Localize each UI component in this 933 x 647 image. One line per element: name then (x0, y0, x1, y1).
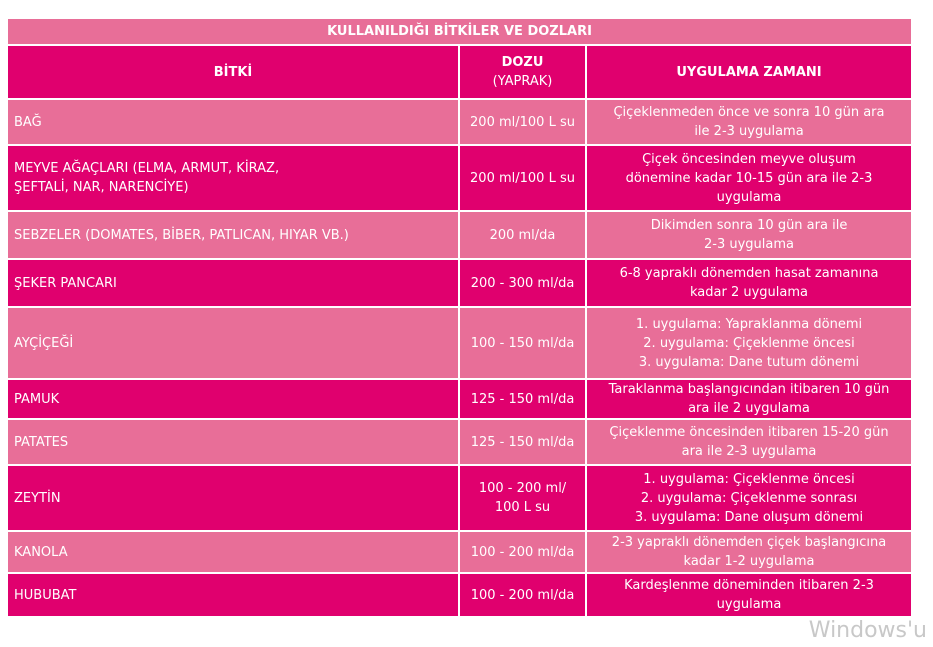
row-5-plant: AYÇİÇEĞİ (8, 308, 458, 378)
header-application-label: UYGULAMA ZAMANI (676, 64, 822, 80)
header-dose (460, 46, 585, 98)
row-2-plant: MEYVE AĞAÇLARI (ELMA, ARMUT, KİRAZ, ŞEFTALİ, NAR, NARENCİYE) (8, 146, 458, 210)
row-6-plant: PAMUK (8, 380, 458, 418)
row-10-application: Kardeşlenme döneminden itibaren 2-3 uygulama (587, 574, 911, 616)
row-5-application: 1. uygulama: Yapraklanma dönemi 2. uygulama: Çiçeklenme öncesi 3. uygulama: Dane tutum dönemi (587, 308, 911, 378)
header-application (587, 46, 911, 98)
row-8-dose: 100 - 200 ml/ 100 L su (460, 466, 585, 530)
row-7-plant: PATATES (8, 420, 458, 464)
row-2-application: Çiçek öncesinden meyve oluşum dönemine kadar 10-15 gün ara ile 2-3 uygulama (587, 146, 911, 210)
row-4-application: 6-8 yapraklı dönemden hasat zamanına kadar 2 uygulama (587, 260, 911, 306)
header-plant-label: BİTKİ (213, 64, 253, 80)
row-4-plant: ŞEKER PANCARI (8, 260, 458, 306)
row-3-dose: 200 ml/da (460, 212, 585, 258)
row-8-application: 1. uygulama: Çiçeklenme öncesi 2. uygulama: Çiçeklenme sonrası 3. uygulama: Dane oluşum dönemi (587, 466, 911, 530)
row-2-dose: 200 ml/100 L su (460, 146, 585, 210)
doses-table (8, 19, 907, 616)
row-10-dose: 100 - 200 ml/da (460, 574, 585, 616)
row-9-dose: 100 - 200 ml/da (460, 532, 585, 572)
row-8-plant: ZEYTİN (8, 466, 458, 530)
row-3-plant: SEBZELER (DOMATES, BİBER, PATLICAN, HIYAR VB.) (8, 212, 458, 258)
row-9-application: 2-3 yapraklı dönemden çiçek başlangıcına kadar 1-2 uygulama (587, 532, 911, 572)
windows-watermark: Windows'u (808, 618, 927, 643)
row-4-dose: 200 - 300 ml/da (460, 260, 585, 306)
header-dose-sub: (YAPRAK) (492, 74, 553, 89)
row-10-plant: HUBUBAT (8, 574, 458, 616)
table-title: KULLANILDIĞI BİTKİLER VE DOZLARI (8, 19, 911, 44)
row-3-application: Dikimden sonra 10 gün ara ile 2-3 uygulama (587, 212, 911, 258)
header-plant (8, 46, 458, 98)
row-7-application: Çiçeklenme öncesinden itibaren 15-20 gün ara ile 2-3 uygulama (587, 420, 911, 464)
row-6-application: Taraklanma başlangıcından itibaren 10 gün ara ile 2 uygulama (587, 380, 911, 418)
row-7-dose: 125 - 150 ml/da (460, 420, 585, 464)
row-1-application: Çiçeklenmeden önce ve sonra 10 gün ara ile 2-3 uygulama (587, 100, 911, 144)
row-5-dose: 100 - 150 ml/da (460, 308, 585, 378)
header-dose-label: DOZU (501, 55, 544, 70)
row-1-dose: 200 ml/100 L su (460, 100, 585, 144)
row-6-dose: 125 - 150 ml/da (460, 380, 585, 418)
row-1-plant: BAĞ (8, 100, 458, 144)
row-9-plant: KANOLA (8, 532, 458, 572)
